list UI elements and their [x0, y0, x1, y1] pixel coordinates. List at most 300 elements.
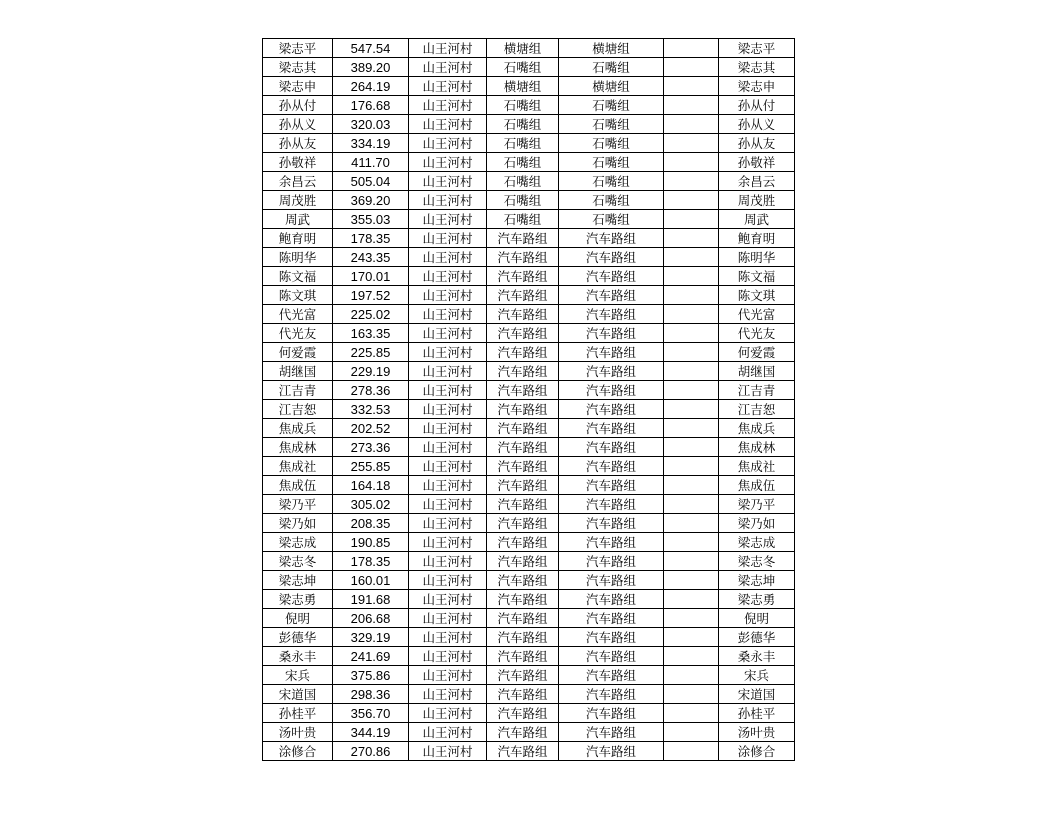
blank-cell [664, 324, 719, 343]
area-cell: 264.19 [333, 77, 409, 96]
group-cell-2: 汽车路组 [559, 438, 664, 457]
group-cell-2: 汽车路组 [559, 552, 664, 571]
area-cell: 160.01 [333, 571, 409, 590]
area-cell: 298.36 [333, 685, 409, 704]
name-cell: 梁志其 [263, 58, 333, 77]
area-cell: 243.35 [333, 248, 409, 267]
blank-cell [664, 172, 719, 191]
name-cell-2: 彭德华 [719, 628, 795, 647]
blank-cell [664, 229, 719, 248]
name-cell: 代光友 [263, 324, 333, 343]
village-cell: 山王河村 [409, 58, 487, 77]
village-cell: 山王河村 [409, 153, 487, 172]
group-cell: 汽车路组 [487, 590, 559, 609]
group-cell-2: 横塘组 [559, 39, 664, 58]
name-cell: 余昌云 [263, 172, 333, 191]
village-cell: 山王河村 [409, 96, 487, 115]
table-row [263, 495, 795, 514]
name-cell-2: 焦成兵 [719, 419, 795, 438]
village-cell: 山王河村 [409, 742, 487, 761]
village-cell: 山王河村 [409, 39, 487, 58]
blank-cell [664, 590, 719, 609]
group-cell: 石嘴组 [487, 153, 559, 172]
name-cell-2: 梁志坤 [719, 571, 795, 590]
group-cell: 汽车路组 [487, 305, 559, 324]
name-cell-2: 胡继国 [719, 362, 795, 381]
group-cell-2: 汽车路组 [559, 590, 664, 609]
name-cell-2: 宋兵 [719, 666, 795, 685]
village-cell: 山王河村 [409, 704, 487, 723]
area-cell: 344.19 [333, 723, 409, 742]
village-cell: 山王河村 [409, 77, 487, 96]
name-cell-2: 梁志冬 [719, 552, 795, 571]
village-cell: 山王河村 [409, 191, 487, 210]
name-cell: 江吉恕 [263, 400, 333, 419]
group-cell-2: 汽车路组 [559, 685, 664, 704]
village-cell: 山王河村 [409, 115, 487, 134]
area-cell: 273.36 [333, 438, 409, 457]
blank-cell [664, 438, 719, 457]
group-cell: 汽车路组 [487, 495, 559, 514]
blank-cell [664, 305, 719, 324]
name-cell-2: 周茂胜 [719, 191, 795, 210]
group-cell: 汽车路组 [487, 704, 559, 723]
group-cell-2: 汽车路组 [559, 628, 664, 647]
group-cell: 汽车路组 [487, 723, 559, 742]
name-cell-2: 周武 [719, 210, 795, 229]
group-cell-2: 汽车路组 [559, 343, 664, 362]
blank-cell [664, 362, 719, 381]
name-cell: 宋兵 [263, 666, 333, 685]
group-cell-2: 横塘组 [559, 77, 664, 96]
group-cell: 汽车路组 [487, 628, 559, 647]
blank-cell [664, 210, 719, 229]
area-cell: 547.54 [333, 39, 409, 58]
name-cell: 焦成社 [263, 457, 333, 476]
name-cell: 代光富 [263, 305, 333, 324]
blank-cell [664, 666, 719, 685]
blank-cell [664, 533, 719, 552]
table-row [263, 685, 795, 704]
village-cell: 山王河村 [409, 438, 487, 457]
area-cell: 190.85 [333, 533, 409, 552]
group-cell: 石嘴组 [487, 172, 559, 191]
group-cell-2: 汽车路组 [559, 476, 664, 495]
table-row [263, 210, 795, 229]
group-cell-2: 汽车路组 [559, 609, 664, 628]
table-row [263, 419, 795, 438]
group-cell: 汽车路组 [487, 381, 559, 400]
name-cell-2: 焦成林 [719, 438, 795, 457]
group-cell-2: 石嘴组 [559, 115, 664, 134]
group-cell: 汽车路组 [487, 685, 559, 704]
area-cell: 163.35 [333, 324, 409, 343]
blank-cell [664, 476, 719, 495]
table-row [263, 476, 795, 495]
table-row [263, 267, 795, 286]
name-cell: 焦成林 [263, 438, 333, 457]
blank-cell [664, 400, 719, 419]
village-cell: 山王河村 [409, 552, 487, 571]
name-cell-2: 梁志平 [719, 39, 795, 58]
area-cell: 332.53 [333, 400, 409, 419]
name-cell: 梁志勇 [263, 590, 333, 609]
group-cell: 汽车路组 [487, 552, 559, 571]
group-cell: 汽车路组 [487, 229, 559, 248]
name-cell: 胡继国 [263, 362, 333, 381]
blank-cell [664, 343, 719, 362]
table-row [263, 400, 795, 419]
area-cell: 356.70 [333, 704, 409, 723]
name-cell-2: 梁志成 [719, 533, 795, 552]
village-cell: 山王河村 [409, 400, 487, 419]
group-cell: 汽车路组 [487, 647, 559, 666]
village-cell: 山王河村 [409, 723, 487, 742]
name-cell-2: 焦成伍 [719, 476, 795, 495]
name-cell: 梁志申 [263, 77, 333, 96]
area-cell: 206.68 [333, 609, 409, 628]
village-cell: 山王河村 [409, 343, 487, 362]
group-cell: 汽车路组 [487, 666, 559, 685]
group-cell: 汽车路组 [487, 343, 559, 362]
blank-cell [664, 571, 719, 590]
village-cell: 山王河村 [409, 229, 487, 248]
area-cell: 197.52 [333, 286, 409, 305]
village-cell: 山王河村 [409, 210, 487, 229]
blank-cell [664, 628, 719, 647]
group-cell-2: 汽车路组 [559, 666, 664, 685]
name-cell: 彭德华 [263, 628, 333, 647]
name-cell: 周武 [263, 210, 333, 229]
blank-cell [664, 609, 719, 628]
group-cell-2: 汽车路组 [559, 362, 664, 381]
table-row [263, 704, 795, 723]
name-cell: 孙从付 [263, 96, 333, 115]
name-cell-2: 桑永丰 [719, 647, 795, 666]
blank-cell [664, 381, 719, 400]
village-cell: 山王河村 [409, 609, 487, 628]
name-cell: 梁志平 [263, 39, 333, 58]
data-table [262, 38, 795, 761]
name-cell: 倪明 [263, 609, 333, 628]
table-row [263, 571, 795, 590]
name-cell: 宋道国 [263, 685, 333, 704]
village-cell: 山王河村 [409, 286, 487, 305]
blank-cell [664, 286, 719, 305]
name-cell-2: 梁志申 [719, 77, 795, 96]
area-cell: 320.03 [333, 115, 409, 134]
group-cell: 汽车路组 [487, 419, 559, 438]
group-cell: 汽车路组 [487, 286, 559, 305]
group-cell-2: 汽车路组 [559, 324, 664, 343]
table-row [263, 248, 795, 267]
village-cell: 山王河村 [409, 685, 487, 704]
group-cell-2: 汽车路组 [559, 286, 664, 305]
table-row [263, 362, 795, 381]
name-cell: 梁志成 [263, 533, 333, 552]
area-cell: 389.20 [333, 58, 409, 77]
name-cell: 孙从友 [263, 134, 333, 153]
village-cell: 山王河村 [409, 381, 487, 400]
blank-cell [664, 115, 719, 134]
area-cell: 375.86 [333, 666, 409, 685]
blank-cell [664, 58, 719, 77]
blank-cell [664, 96, 719, 115]
group-cell-2: 汽车路组 [559, 381, 664, 400]
name-cell: 梁志冬 [263, 552, 333, 571]
name-cell-2: 余昌云 [719, 172, 795, 191]
blank-cell [664, 419, 719, 438]
name-cell: 孙从义 [263, 115, 333, 134]
group-cell: 石嘴组 [487, 191, 559, 210]
area-cell: 305.02 [333, 495, 409, 514]
group-cell: 石嘴组 [487, 134, 559, 153]
group-cell-2: 汽车路组 [559, 495, 664, 514]
blank-cell [664, 704, 719, 723]
area-cell: 176.68 [333, 96, 409, 115]
group-cell-2: 石嘴组 [559, 96, 664, 115]
name-cell-2: 孙从友 [719, 134, 795, 153]
name-cell: 焦成伍 [263, 476, 333, 495]
table-row [263, 58, 795, 77]
name-cell: 周茂胜 [263, 191, 333, 210]
table-body [263, 39, 795, 761]
group-cell: 汽车路组 [487, 324, 559, 343]
table-row [263, 39, 795, 58]
group-cell-2: 汽车路组 [559, 742, 664, 761]
group-cell-2: 汽车路组 [559, 457, 664, 476]
table-row [263, 723, 795, 742]
area-cell: 202.52 [333, 419, 409, 438]
area-cell: 278.36 [333, 381, 409, 400]
table-row [263, 514, 795, 533]
area-cell: 334.19 [333, 134, 409, 153]
area-cell: 225.85 [333, 343, 409, 362]
area-cell: 191.68 [333, 590, 409, 609]
village-cell: 山王河村 [409, 476, 487, 495]
table-row [263, 96, 795, 115]
table-row [263, 647, 795, 666]
table-row [263, 229, 795, 248]
group-cell: 汽车路组 [487, 438, 559, 457]
name-cell: 陈明华 [263, 248, 333, 267]
village-cell: 山王河村 [409, 134, 487, 153]
blank-cell [664, 267, 719, 286]
area-cell: 225.02 [333, 305, 409, 324]
blank-cell [664, 153, 719, 172]
name-cell-2: 江吉青 [719, 381, 795, 400]
name-cell: 何爱霞 [263, 343, 333, 362]
blank-cell [664, 248, 719, 267]
group-cell: 石嘴组 [487, 96, 559, 115]
table-row [263, 381, 795, 400]
group-cell: 汽车路组 [487, 362, 559, 381]
group-cell: 石嘴组 [487, 58, 559, 77]
group-cell-2: 汽车路组 [559, 704, 664, 723]
table-row [263, 628, 795, 647]
village-cell: 山王河村 [409, 248, 487, 267]
group-cell: 汽车路组 [487, 267, 559, 286]
group-cell: 汽车路组 [487, 609, 559, 628]
group-cell: 汽车路组 [487, 476, 559, 495]
group-cell-2: 石嘴组 [559, 210, 664, 229]
name-cell: 焦成兵 [263, 419, 333, 438]
name-cell-2: 代光富 [719, 305, 795, 324]
area-cell: 411.70 [333, 153, 409, 172]
blank-cell [664, 457, 719, 476]
table-row [263, 77, 795, 96]
group-cell-2: 汽车路组 [559, 419, 664, 438]
table-row [263, 343, 795, 362]
table-row [263, 324, 795, 343]
area-cell: 229.19 [333, 362, 409, 381]
name-cell-2: 焦成社 [719, 457, 795, 476]
village-cell: 山王河村 [409, 172, 487, 191]
name-cell: 孙桂平 [263, 704, 333, 723]
area-cell: 355.03 [333, 210, 409, 229]
name-cell-2: 宋道国 [719, 685, 795, 704]
blank-cell [664, 134, 719, 153]
table-row [263, 533, 795, 552]
village-cell: 山王河村 [409, 533, 487, 552]
blank-cell [664, 191, 719, 210]
group-cell: 汽车路组 [487, 457, 559, 476]
name-cell: 梁乃如 [263, 514, 333, 533]
group-cell-2: 汽车路组 [559, 723, 664, 742]
name-cell-2: 陈文琪 [719, 286, 795, 305]
name-cell-2: 陈文福 [719, 267, 795, 286]
group-cell-2: 石嘴组 [559, 58, 664, 77]
group-cell: 汽车路组 [487, 400, 559, 419]
table-row [263, 666, 795, 685]
group-cell-2: 石嘴组 [559, 172, 664, 191]
group-cell-2: 石嘴组 [559, 134, 664, 153]
table-row [263, 115, 795, 134]
village-cell: 山王河村 [409, 514, 487, 533]
group-cell: 石嘴组 [487, 115, 559, 134]
group-cell-2: 汽车路组 [559, 571, 664, 590]
group-cell-2: 汽车路组 [559, 514, 664, 533]
name-cell: 涂修合 [263, 742, 333, 761]
group-cell: 汽车路组 [487, 571, 559, 590]
name-cell-2: 孙桂平 [719, 704, 795, 723]
name-cell: 陈文福 [263, 267, 333, 286]
village-cell: 山王河村 [409, 457, 487, 476]
name-cell-2: 涂修合 [719, 742, 795, 761]
group-cell: 汽车路组 [487, 742, 559, 761]
name-cell: 梁乃平 [263, 495, 333, 514]
name-cell-2: 鲍育明 [719, 229, 795, 248]
blank-cell [664, 685, 719, 704]
name-cell-2: 代光友 [719, 324, 795, 343]
blank-cell [664, 495, 719, 514]
village-cell: 山王河村 [409, 666, 487, 685]
table-row [263, 134, 795, 153]
area-cell: 170.01 [333, 267, 409, 286]
area-cell: 329.19 [333, 628, 409, 647]
name-cell-2: 梁志其 [719, 58, 795, 77]
blank-cell [664, 39, 719, 58]
area-cell: 270.86 [333, 742, 409, 761]
village-cell: 山王河村 [409, 590, 487, 609]
group-cell: 汽车路组 [487, 514, 559, 533]
village-cell: 山王河村 [409, 628, 487, 647]
name-cell-2: 孙敬祥 [719, 153, 795, 172]
blank-cell [664, 514, 719, 533]
village-cell: 山王河村 [409, 362, 487, 381]
blank-cell [664, 647, 719, 666]
table-row [263, 457, 795, 476]
name-cell: 桑永丰 [263, 647, 333, 666]
table-row [263, 609, 795, 628]
village-cell: 山王河村 [409, 495, 487, 514]
group-cell: 石嘴组 [487, 210, 559, 229]
group-cell-2: 汽车路组 [559, 400, 664, 419]
area-cell: 255.85 [333, 457, 409, 476]
name-cell: 陈文琪 [263, 286, 333, 305]
blank-cell [664, 77, 719, 96]
village-cell: 山王河村 [409, 305, 487, 324]
name-cell: 汤叶贵 [263, 723, 333, 742]
group-cell-2: 汽车路组 [559, 647, 664, 666]
table-row [263, 286, 795, 305]
area-cell: 208.35 [333, 514, 409, 533]
group-cell-2: 汽车路组 [559, 533, 664, 552]
blank-cell [664, 552, 719, 571]
name-cell: 江吉青 [263, 381, 333, 400]
village-cell: 山王河村 [409, 647, 487, 666]
table-row [263, 590, 795, 609]
name-cell: 鲍育明 [263, 229, 333, 248]
name-cell-2: 梁乃平 [719, 495, 795, 514]
group-cell-2: 石嘴组 [559, 191, 664, 210]
name-cell-2: 孙从义 [719, 115, 795, 134]
area-cell: 241.69 [333, 647, 409, 666]
table-row [263, 552, 795, 571]
area-cell: 178.35 [333, 229, 409, 248]
group-cell: 横塘组 [487, 77, 559, 96]
name-cell: 梁志坤 [263, 571, 333, 590]
village-cell: 山王河村 [409, 419, 487, 438]
table-row [263, 438, 795, 457]
blank-cell [664, 723, 719, 742]
village-cell: 山王河村 [409, 267, 487, 286]
name-cell: 孙敬祥 [263, 153, 333, 172]
village-cell: 山王河村 [409, 324, 487, 343]
group-cell: 横塘组 [487, 39, 559, 58]
name-cell-2: 梁乃如 [719, 514, 795, 533]
table-row [263, 153, 795, 172]
group-cell: 汽车路组 [487, 533, 559, 552]
table-row [263, 172, 795, 191]
area-cell: 164.18 [333, 476, 409, 495]
area-cell: 369.20 [333, 191, 409, 210]
group-cell-2: 汽车路组 [559, 229, 664, 248]
name-cell-2: 何爱霞 [719, 343, 795, 362]
name-cell-2: 汤叶贵 [719, 723, 795, 742]
table-row [263, 305, 795, 324]
area-cell: 178.35 [333, 552, 409, 571]
village-cell: 山王河村 [409, 571, 487, 590]
name-cell-2: 江吉恕 [719, 400, 795, 419]
area-cell: 505.04 [333, 172, 409, 191]
group-cell-2: 汽车路组 [559, 305, 664, 324]
group-cell-2: 汽车路组 [559, 248, 664, 267]
name-cell-2: 孙从付 [719, 96, 795, 115]
name-cell-2: 梁志勇 [719, 590, 795, 609]
table-row [263, 191, 795, 210]
group-cell-2: 汽车路组 [559, 267, 664, 286]
